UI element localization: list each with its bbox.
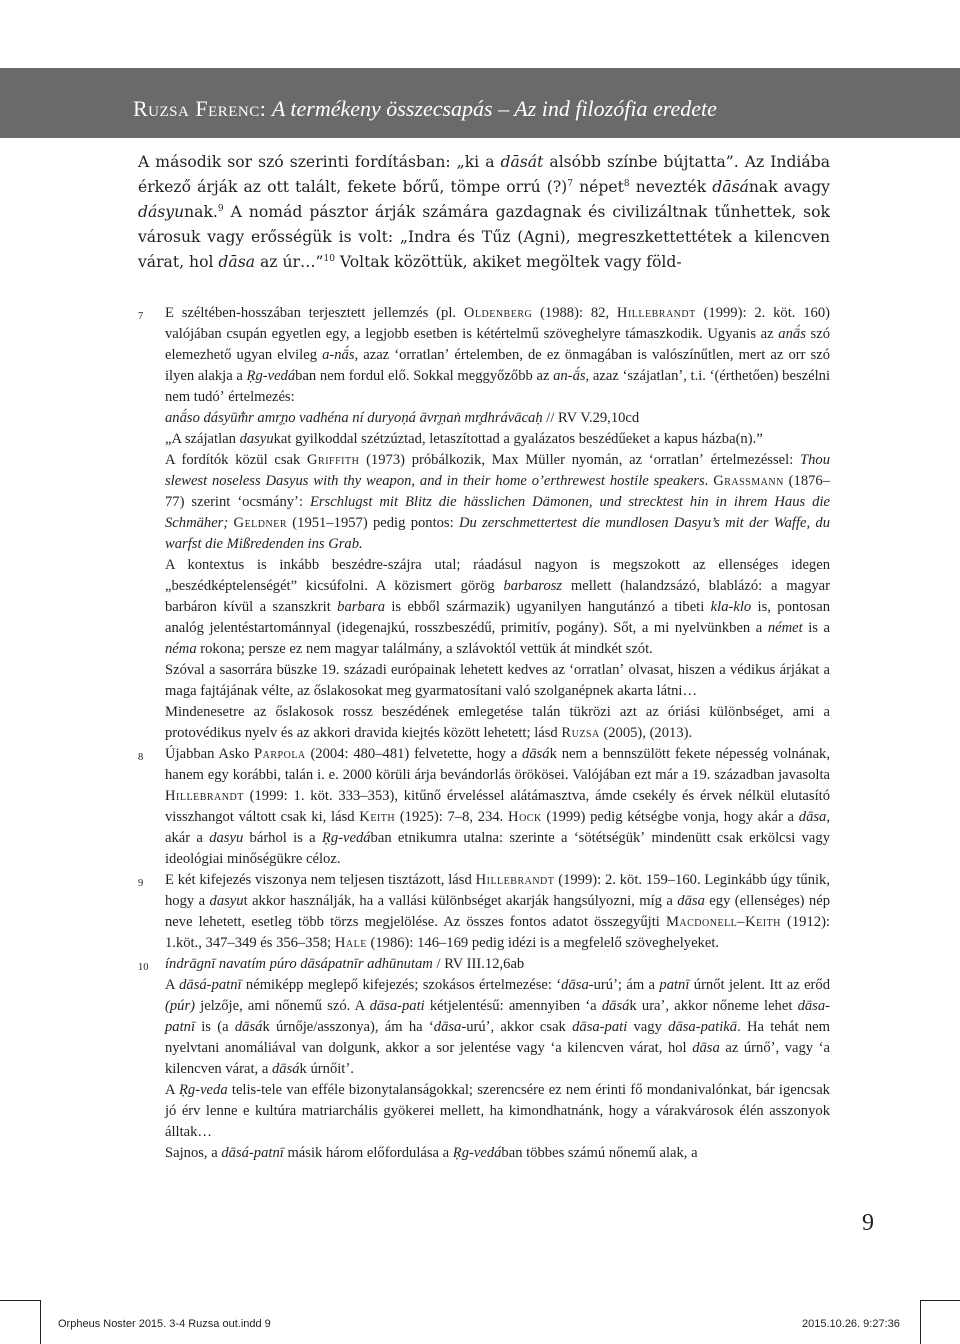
footnote-number: 8 bbox=[138, 752, 144, 763]
footnote-8: 8 Újabban Asko Parpola (2004: 480–481) felvetette, hogy a dāsák nem a bennszülött fekete népesség volnának, hanem egy korábbi, talán i. e. 2000 körüli árja bevándorlás örökösei. Valójában ezt már a 19. században javasolta Hillebrandt (1999: 1. köt. 333–353), kitűnő érveléssel alátámasztva, ámde csekély és érvek nélkül elutasító visszhangot váltott csak ki, lásd Keith (1925): 7–8, 234. Hock (1999) pedig kétségbe vonja, hogy akár a dāsa, akár a dasyu bárhol is a Ṛg-vedában etnikumra utalna: szerinte a ʻsötétségükʼ mindenütt csak erkölcsi vagy ideológiai minőségükre céloz. bbox=[138, 746, 830, 867]
imprint-date: 2015.10.26. 9:27:36 bbox=[802, 1318, 900, 1330]
footnote-number: 7 bbox=[138, 311, 144, 322]
footnote-ref-10[interactable]: 10 bbox=[323, 253, 335, 264]
footnote-ref-9[interactable]: 9 bbox=[217, 203, 224, 214]
crop-mark bbox=[920, 1300, 960, 1301]
crop-mark bbox=[40, 1300, 41, 1344]
footnote-number: 9 bbox=[138, 878, 144, 889]
author-name: Ruzsa Ferenc: bbox=[133, 96, 267, 121]
footnote-10: 10 índrāgnī navatím púro dāsápatnīr adhūnutam / RV III.12,6ab A dāsá-patnī némiképp meglepő kifejezés; szokásos értelmezése: ʻdāsa-urúʼ; ám a patnī úrnőt jelent. Itt az erőd (púr) jelzője, ami nőnemű szó. A dāsa-pati kétjelentésű: amennyiben ʻa dāsák uraʼ, akkor nőneme lehet dāsa-patnī is (a dāsák úrnője/asszonya), ám ha ʻdāsa-urúʼ, akkor csak dāsa-pati vagy dāsa-patikā. Ha tehát nem nyelvtani anomáliával van dolgunk, akkor a sor jelentése vagy ʻa kilencven várat, hol dāsa az úrnőʼ, vagy ʻa kilencven várat, a dāsák úrnőitʼ. A Ṛg-veda telis-tele van efféle bizonytalanságokkal; szerencsére ez nem érinti fő mondanivalónkat, bár igencsak jó érv lenne e kultúra matriarchális gyökerei mellett, ha kimondhatnánk, hogy a várakvárosok élén asszonyok álltak… Sajnos, a dāsá-patnī másik három előfordulása a Ṛg-vedában többes számú nőnemű alak, a bbox=[138, 956, 830, 1161]
verse-quote: anā́so dásyūm̐r amr̥ṇo vadhéna ní duryoṇá āvr̥ṇaṅ mr̥dhrávācaḥ // RV V.29,10cd bbox=[165, 410, 640, 426]
imprint-file: Orpheus Noster 2015. 3-4 Ruzsa out.indd 9 bbox=[58, 1318, 271, 1330]
footnote-number: 10 bbox=[138, 962, 149, 973]
footnote-7: 7 E széltében-hosszában terjesztett jellemzés (pl. Oldenberg (1988): 82, Hillebrandt (1999): 2. köt. 160) valójában csupán egyetlen egy, a legjobb esetben is kétértelmű szöveghelyre támaszkodik. Ugyanis az anā́s szó elemezhető ugyan elvileg a-nā́s, azaz ʻorratlanʼ értelemben, de ez önmagában is valószínűtlen, mert az orr szó ilyen alakja a Ṛg-vedában nem fordul elő. Sokkal meggyőzőbb az an-ā́s, azaz ʻszájatlanʼ, t.i. ʻ(érthetően) beszélni nem tudóʼ értelmezés: anā́so dásyūm̐r amr̥ṇo vadhéna ní duryoṇá āvr̥ṇaṅ mr̥dhrávācaḥ // RV V.29,10cd „A szájatlan dasyukat gyilkoddal szétzúztad, letaszítottad a gyalázatos beszédűeket a kapus házba(n).” A fordítók közül csak Griffith (1973) próbálkozik, Max Müller nyomán, az ʻorratlanʼ értelmezéssel: Thou slewest noseless Dasyus with thy weapon, and in their home o’erthrewest hostile speakers. Grassmann (1876–77) szerint ʻocsmányʼ: Erschlugst mit Blitz die hässlichen Dämonen, und strecktest hin in ihrem Haus die Schmäher; Geldner (1951–1957) pedig pontos: Du zerschmettertest die mundlosen Dasyu’s mit der Waffe, du warfst die Mißredenden ins Grab. A kontextus is inkább beszédre-szájra utal; ráadásul nagyon is megszokott az ellenséges idegen „beszédképtelenségét” kicsúfolni. A közismert görög barbarosz mellett (halandzsázó, blablázó: a magyar barbáron kívül a szanszkrit barbara is ebből származik) ugyanilyen hangutánzó a tibeti kla-klo is, pontosan analóg jelentéstartománnyal (idegenajkú, rosszbeszédű, primitív, pogány). Sőt, a mi nyelvünkben a német is a néma rokona; persze ez nem magyar találmány, a szlávoktól vettük át mindkét szót. Szóval a sasorrára büszke 19. századi európainak lehetett kedves az ʻorratlanʼ olvasat, hiszen a védikus árjákat a maga fajtájának vélte, az őslakosokat meg gyarmatosítani való szolganépnek akarta látni… Mindenesetre az őslakosok rossz beszédének emlegetése talán tükrözi azt az óriási különbséget, ami a protovédikus nyelv és az akkori dravida kiejtés között lehetett; lásd Ruzsa (2005), (2013). bbox=[138, 305, 831, 741]
footnotes bbox=[138, 303, 830, 1164]
crop-mark bbox=[0, 1300, 40, 1301]
crop-mark bbox=[920, 1300, 921, 1344]
article-title: A termékeny összecsapás – Az ind filozófia eredete bbox=[271, 96, 717, 121]
main-paragraph: A második sor szó szerinti fordításban: „ki a dāsát alsóbb színbe bújtatta”. Az Indiába érkező árják az ott talált, fekete bőrű, tömpe orrú (?)$^7$ népet$^8$ nevezték dāsának avagy dásyunak.$^9$ A nomád pásztor árják számára gazdagnak és civilizáltnak tűnhettek, sok városuk vagy erősségük is volt: „Indra és Tűz (Agni), megreszkettettétek a kilencven várat, hol dāsa az úr…”$^{10}$ Voltak közöttük, akiket megöltek vagy föld- bbox=[138, 153, 830, 271]
verse-quote: índrāgnī navatím púro dāsápatnīr adhūnutam / RV III.12,6ab bbox=[165, 956, 525, 972]
running-head bbox=[133, 96, 717, 122]
footnote-ref-8[interactable]: 8 bbox=[623, 178, 630, 189]
page-number: 9 bbox=[862, 1210, 874, 1236]
main-text bbox=[138, 150, 830, 275]
footnote-ref-7[interactable]: 7 bbox=[567, 178, 574, 189]
footnote-9: 9 E két kifejezés viszonya nem teljesen tisztázott, lásd Hillebrandt (1999): 2. köt. 159–160. Leginkább úgy tűnik, hogy a dasyut akkor használják, ha a vallási különbséget akarják hangsúlyozni, míg a dāsa egy (ellenséges) nép neve lehetett, esetleg több törzs megjelölése. Az összes fontos adatot összegyűjti Macdonell–Keith (1912): 1.köt., 347–349 és 356–358; Hale (1986): 146–169 pedig idézi is a megfelelő szöveghelyeket. bbox=[138, 872, 831, 951]
